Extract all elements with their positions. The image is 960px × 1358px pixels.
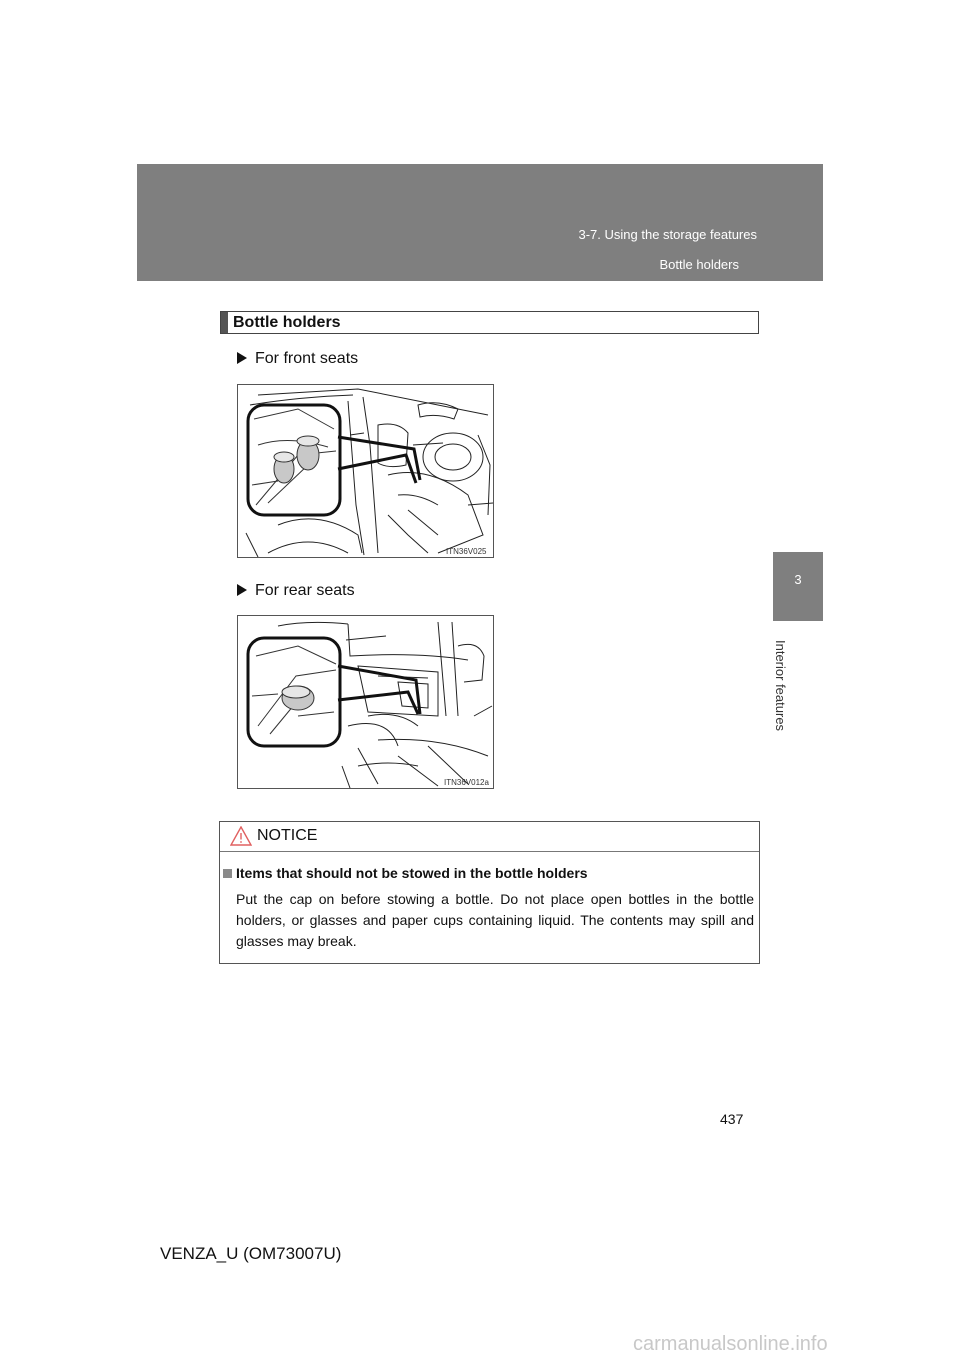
chapter-header-band bbox=[137, 164, 823, 281]
rear-seats-drawing bbox=[238, 616, 494, 789]
notice-header bbox=[220, 822, 759, 852]
warning-triangle-icon bbox=[230, 826, 252, 846]
triangle-bullet-icon bbox=[237, 584, 247, 596]
front-seats-item bbox=[237, 350, 358, 368]
rear-seats-figure-code: ITN36V012a bbox=[444, 778, 489, 787]
chapter-number: 3 bbox=[794, 572, 802, 587]
rear-seats-label: For rear seats bbox=[255, 582, 355, 599]
front-seats-label: For front seats bbox=[255, 350, 359, 367]
notice-body-text: Put the cap on before stowing a bottle. Do not place open bottles in the bottle holders, or glasses and paper cups containing liquid. The contents may spill and glasses may break. bbox=[236, 891, 754, 949]
rear-seats-illustration bbox=[237, 615, 494, 789]
rear-seats-item bbox=[237, 582, 355, 600]
header-section-title: 3-7. Using the storage features bbox=[578, 227, 757, 242]
site-watermark: carmanualsonline.info bbox=[633, 1333, 828, 1355]
square-bullet-icon bbox=[223, 869, 232, 878]
page-number: 437 bbox=[720, 1111, 744, 1127]
notice-subheading bbox=[223, 865, 588, 881]
header-topic-title: Bottle holders bbox=[659, 257, 739, 272]
heading-marker-bar bbox=[221, 312, 228, 333]
chapter-side-label: Interior features bbox=[773, 640, 788, 732]
notice-box bbox=[219, 821, 760, 964]
front-seats-figure-code: ITN36V025 bbox=[446, 547, 487, 556]
front-seats-illustration bbox=[237, 384, 494, 558]
notice-title: NOTICE bbox=[257, 827, 318, 844]
triangle-bullet-icon bbox=[237, 352, 247, 364]
notice-subheading-text: Items that should not be stowed in the bottle holders bbox=[236, 865, 588, 881]
front-seats-drawing bbox=[238, 385, 494, 558]
chapter-side-tab bbox=[773, 552, 823, 621]
section-heading-text: Bottle holders bbox=[233, 314, 341, 331]
footer-document-code: VENZA_U (OM73007U) bbox=[160, 1244, 342, 1263]
section-heading bbox=[220, 311, 759, 334]
